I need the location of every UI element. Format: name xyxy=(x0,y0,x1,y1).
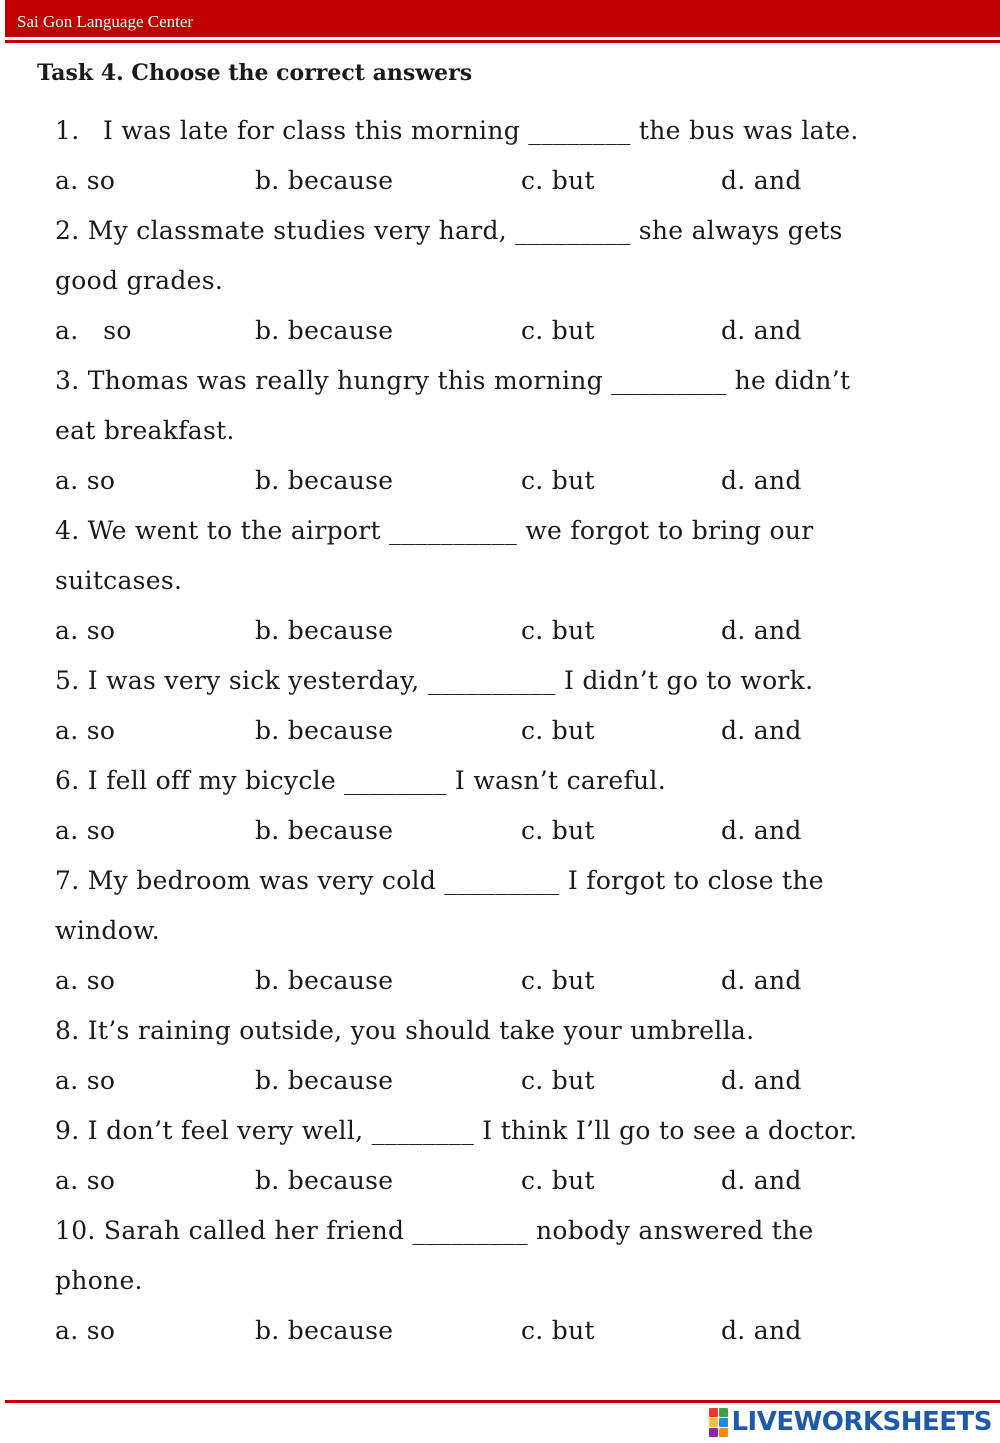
question-text-continued xyxy=(55,556,955,606)
option-b[interactable]: b. because xyxy=(255,966,394,995)
option-d[interactable]: d. and xyxy=(721,1166,802,1195)
footer-divider xyxy=(5,1400,1000,1403)
option-c[interactable]: c. but xyxy=(521,966,595,995)
option-b[interactable]: b. because xyxy=(255,716,394,745)
option-c[interactable]: c. but xyxy=(521,1316,595,1345)
question-line: good grades. xyxy=(55,266,224,295)
option-a[interactable]: a. so xyxy=(55,1066,116,1095)
question-line: I was very sick yesterday, __________ I didn’t go to work. xyxy=(87,666,814,695)
question-line: window. xyxy=(55,916,161,945)
header-title: Sai Gon Language Center xyxy=(17,12,194,31)
question-line: suitcases. xyxy=(55,566,183,595)
option-c[interactable]: c. but xyxy=(521,166,595,195)
option-b[interactable]: b. because xyxy=(255,466,394,495)
option-b[interactable]: b. because xyxy=(255,316,394,345)
option-a[interactable]: a. so xyxy=(55,616,116,645)
question-number: 6. xyxy=(55,766,80,795)
option-b[interactable]: b. because xyxy=(255,1066,394,1095)
header-divider xyxy=(5,40,1000,43)
logo-square xyxy=(719,1428,728,1437)
question-list xyxy=(55,106,955,1356)
question-number: 7. xyxy=(55,866,80,895)
question-number: 5. xyxy=(55,666,80,695)
logo-text: LIVEWORKSHEETS xyxy=(731,1407,992,1437)
question-number: 2. xyxy=(55,216,80,245)
logo-square xyxy=(709,1408,718,1417)
question-number: 3. xyxy=(55,366,80,395)
answer-options xyxy=(55,606,955,656)
answer-options xyxy=(55,1156,955,1206)
option-c[interactable]: c. but xyxy=(521,616,595,645)
question-text xyxy=(55,1106,955,1156)
liveworksheets-logo xyxy=(709,1404,992,1440)
option-d[interactable]: d. and xyxy=(721,166,802,195)
answer-options xyxy=(55,456,955,506)
question-text xyxy=(55,206,955,256)
option-d[interactable]: d. and xyxy=(721,966,802,995)
option-a[interactable]: a. so xyxy=(55,716,116,745)
answer-options xyxy=(55,706,955,756)
question-text-continued xyxy=(55,906,955,956)
logo-square xyxy=(719,1418,728,1427)
question-text xyxy=(55,756,955,806)
question-number: 8. xyxy=(55,1016,80,1045)
option-b[interactable]: b. because xyxy=(255,166,394,195)
question-text xyxy=(55,656,955,706)
question-number: 1. xyxy=(55,116,80,145)
answer-options xyxy=(55,1056,955,1106)
answer-options xyxy=(55,806,955,856)
question-line: I don’t feel very well, ________ I think I’ll go to see a doctor. xyxy=(87,1116,858,1145)
option-d[interactable]: d. and xyxy=(721,1316,802,1345)
question-text xyxy=(55,106,955,156)
option-c[interactable]: c. but xyxy=(521,1166,595,1195)
option-c[interactable]: c. but xyxy=(521,816,595,845)
question-line: We went to the airport __________ we forgot to bring our xyxy=(87,516,814,545)
option-a[interactable]: a. so xyxy=(55,1316,116,1345)
question-line: Sarah called her friend _________ nobody answered the xyxy=(103,1216,814,1245)
question-number: 4. xyxy=(55,516,80,545)
answer-options xyxy=(55,1306,955,1356)
option-c[interactable]: c. but xyxy=(521,1066,595,1095)
task-title: Task 4. Choose the correct answers xyxy=(37,60,473,86)
option-b[interactable]: b. because xyxy=(255,616,394,645)
option-d[interactable]: d. and xyxy=(721,316,802,345)
option-b[interactable]: b. because xyxy=(255,816,394,845)
answer-options xyxy=(55,306,955,356)
question-line: I fell off my bicycle ________ I wasn’t careful. xyxy=(87,766,666,795)
question-line: I was late for class this morning ________ the bus was late. xyxy=(103,116,859,145)
option-d[interactable]: d. and xyxy=(721,816,802,845)
option-a[interactable]: a. so xyxy=(55,966,116,995)
option-d[interactable]: d. and xyxy=(721,466,802,495)
option-b[interactable]: b. because xyxy=(255,1166,394,1195)
option-c[interactable]: c. but xyxy=(521,316,595,345)
option-a[interactable]: a. so xyxy=(55,816,116,845)
answer-options xyxy=(55,956,955,1006)
question-text xyxy=(55,356,955,406)
question-text xyxy=(55,1006,955,1056)
logo-square xyxy=(709,1428,718,1437)
option-d[interactable]: d. and xyxy=(721,716,802,745)
question-line: My bedroom was very cold _________ I forgot to close the xyxy=(87,866,824,895)
option-c[interactable]: c. but xyxy=(521,716,595,745)
logo-squares-icon xyxy=(709,1408,728,1437)
option-a[interactable]: a. so xyxy=(55,1166,116,1195)
option-a[interactable]: a. so xyxy=(55,166,116,195)
question-text-continued xyxy=(55,256,955,306)
logo-square xyxy=(719,1408,728,1417)
option-c[interactable]: c. but xyxy=(521,466,595,495)
question-line: It’s raining outside, you should take your umbrella. xyxy=(87,1016,755,1045)
question-number: 9. xyxy=(55,1116,80,1145)
question-number: 10. xyxy=(55,1216,96,1245)
question-text-continued xyxy=(55,406,955,456)
option-a[interactable]: a. so xyxy=(55,466,116,495)
question-line: eat breakfast. xyxy=(55,416,235,445)
option-d[interactable]: d. and xyxy=(721,1066,802,1095)
question-line: My classmate studies very hard, _________ she always gets xyxy=(87,216,843,245)
question-line: Thomas was really hungry this morning _________ he didn’t xyxy=(87,366,851,395)
question-text xyxy=(55,506,955,556)
option-b[interactable]: b. because xyxy=(255,1316,394,1345)
logo-square xyxy=(709,1418,718,1427)
question-text xyxy=(55,1206,955,1256)
option-a[interactable]: a. so xyxy=(55,316,132,345)
question-line: phone. xyxy=(55,1266,143,1295)
answer-options xyxy=(55,156,955,206)
header-bar xyxy=(5,0,1000,37)
question-text xyxy=(55,856,955,906)
question-text-continued xyxy=(55,1256,955,1306)
option-d[interactable]: d. and xyxy=(721,616,802,645)
